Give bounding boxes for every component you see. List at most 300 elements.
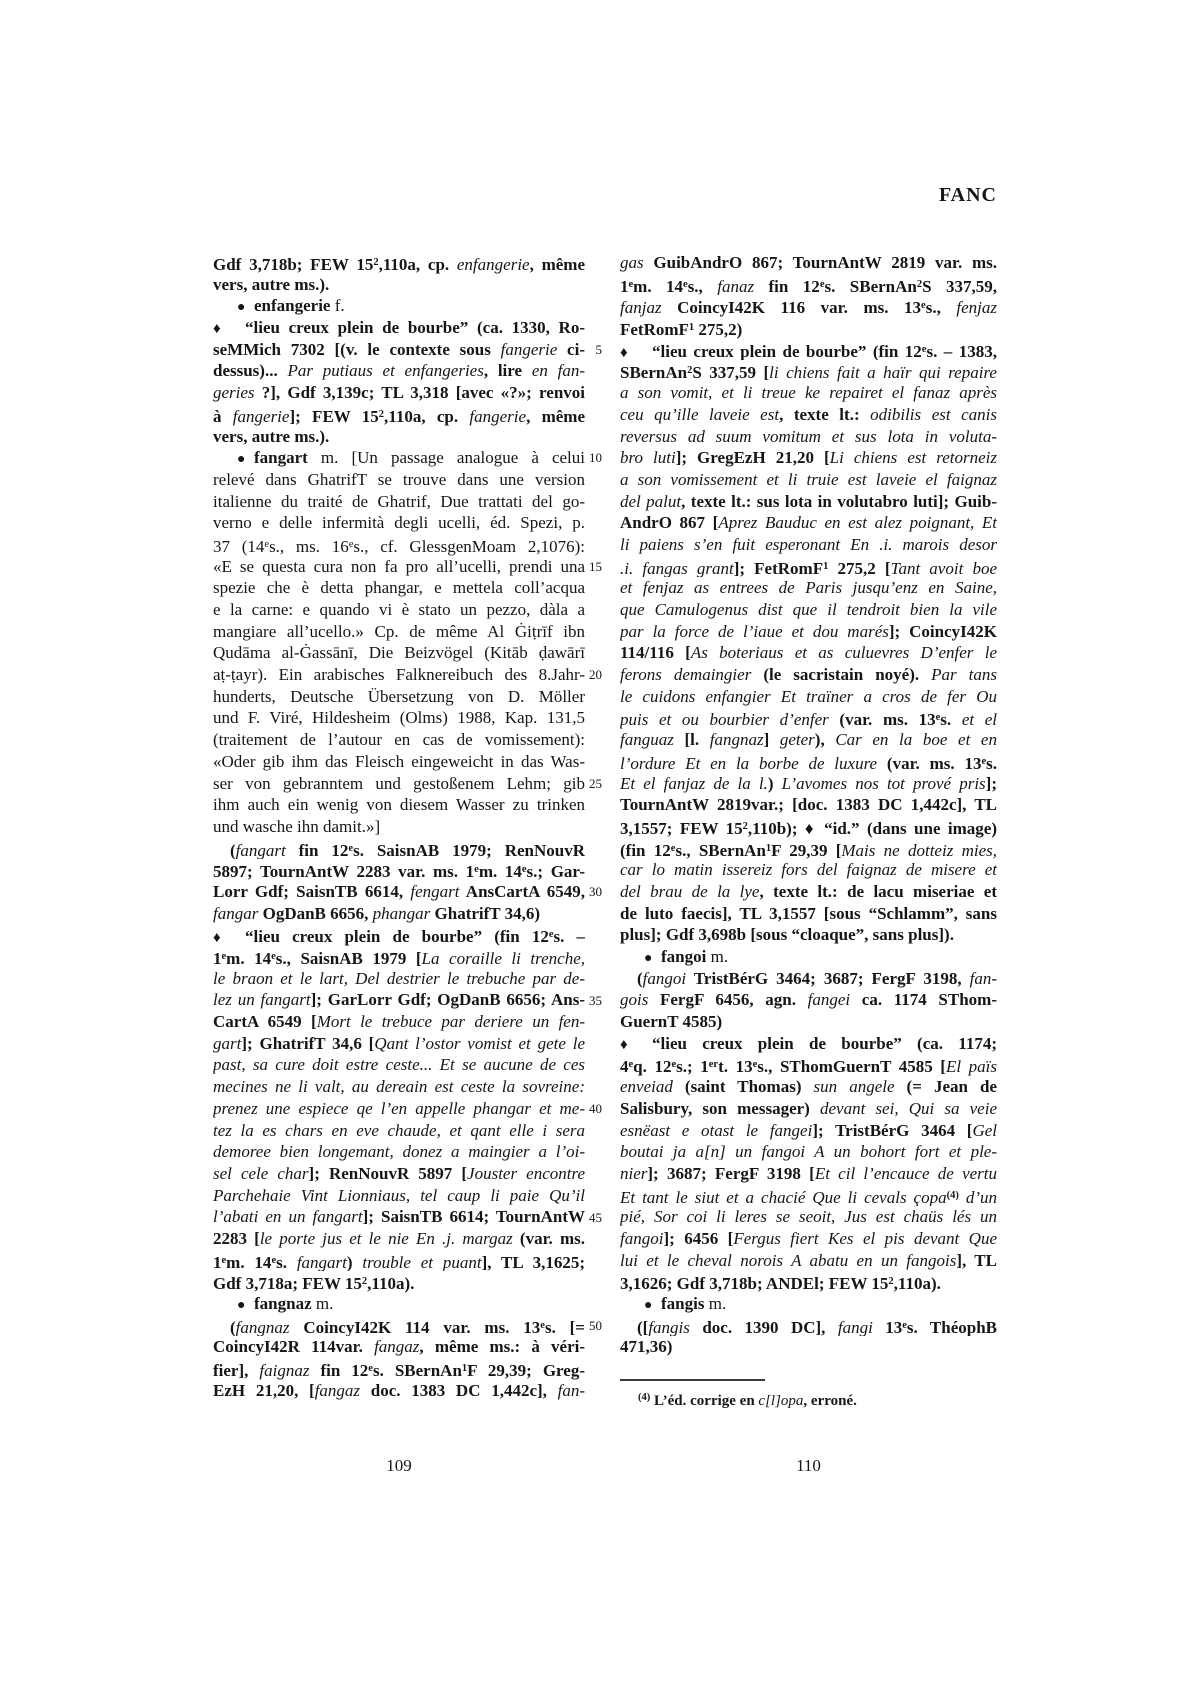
superscript-text: (4): [638, 1392, 651, 1403]
italic-text: past, sa cure doit estre ceste... Et se aucune de ces: [213, 1055, 585, 1075]
roman-text: t. 13: [718, 1057, 753, 1077]
roman-text: ?], Gdf 3,139c; TL 3,318 [avec «?»; renvoi: [254, 383, 585, 403]
text-line: [620, 794, 997, 816]
roman-text: F 29,39; Greg-: [467, 1361, 585, 1380]
text-line: [213, 1250, 585, 1272]
text-line: [620, 1141, 997, 1163]
italic-text: fanguaz: [620, 730, 674, 750]
text-line: [620, 274, 997, 296]
roman-text: s. SBernAn: [824, 276, 917, 296]
italic-text: c[l]opa: [758, 1393, 804, 1408]
roman-text: ser von gebranntem und gestoßenem Lehm; gib: [213, 773, 585, 793]
text-line: [213, 1358, 585, 1380]
entry-bullet-icon: ●: [237, 452, 246, 468]
text-line: [620, 1206, 997, 1228]
text-line: [213, 295, 585, 317]
line-number: 35: [589, 992, 602, 1008]
roman-text: (var. ms. 13: [877, 753, 982, 773]
italic-text: fanjaz: [620, 298, 662, 318]
text-line: [213, 404, 585, 426]
roman-text: s., SThomGuernT 4585 [: [757, 1057, 946, 1077]
roman-text: m. 14: [633, 276, 684, 296]
roman-text: ca. 1174 SThom-: [850, 990, 997, 1010]
roman-text: ,110a).: [893, 1274, 941, 1293]
superscript-text: e: [271, 1254, 277, 1266]
roman-text: ], TL 3,1625;: [481, 1252, 585, 1272]
text-line: [213, 903, 585, 925]
superscript-text: e: [474, 864, 479, 876]
roman-text: fier],: [213, 1361, 260, 1380]
italic-text: sun angele: [813, 1077, 895, 1097]
italic-text: Aprez Bauduc en est alez poignant, Et: [718, 513, 997, 533]
text-line: [213, 946, 585, 968]
italic-text: phangar: [372, 903, 431, 923]
italic-text: par la force de l’iaue et dou marés: [620, 621, 889, 641]
roman-text: TristBérG 3464; 3687; FergF 3198,: [686, 968, 970, 988]
roman-text: 37 (14: [213, 536, 265, 556]
text-line: [213, 859, 585, 881]
text-line: [213, 1054, 585, 1076]
roman-text: mangiare all’ucello.» Cp. de même Al Ġiṭrīf ibn: [213, 621, 585, 641]
text-line: [213, 491, 585, 513]
line-number: 45: [589, 1209, 602, 1225]
roman-text: s. SaisnAB 1979; RenNouvR: [353, 840, 585, 860]
text-line: [213, 707, 585, 729]
right-column: [620, 252, 997, 1358]
entry-bullet-icon: ●: [644, 951, 653, 966]
superscript-text: 1: [765, 842, 772, 854]
italic-text: fangaz: [374, 1337, 420, 1357]
roman-text: s.: [940, 710, 962, 730]
italic-text: a son vomissement et li truie est laveie el faignaz: [620, 469, 997, 489]
text-line: [213, 1271, 585, 1293]
roman-text: GhatrifT 34,6): [430, 903, 540, 923]
italic-text: fangei: [807, 990, 851, 1010]
text-line: [620, 1185, 997, 1207]
roman-text: s. [=: [544, 1317, 585, 1337]
roman-text: ): [346, 1252, 363, 1272]
line-number: 5: [595, 341, 602, 357]
text-line: [620, 339, 997, 361]
roman-text: , texte lt.: sus lota in volutabro luti]; Guib-: [681, 491, 997, 511]
italic-text: fangi: [837, 1317, 873, 1337]
roman-text: GuernT 4585): [620, 1012, 723, 1032]
roman-text: m. 14: [226, 1252, 272, 1272]
roman-text: m. [Un passage analogue à celui: [307, 448, 585, 468]
roman-text: “lieu creux plein de bourbe” (ca. 1174;: [652, 1033, 997, 1053]
roman-text: CoincyI42K 114 var. ms. 13: [289, 1317, 541, 1337]
roman-text: CartA 6549 [: [213, 1012, 317, 1032]
italic-text: pié, Sor coi li leres se seoit, Jus est chaüs lés un: [620, 1207, 997, 1227]
superscript-text: e: [271, 951, 276, 962]
text-line: [620, 1163, 997, 1185]
superscript-text: e: [540, 1319, 545, 1331]
text-line: [620, 317, 997, 339]
text-line: [213, 469, 585, 491]
superscript-text: e: [921, 343, 927, 355]
superscript-text: 2: [378, 408, 385, 420]
text-line: [620, 252, 997, 274]
roman-text: s. – 1383,: [926, 341, 997, 361]
italic-text: et fenjaz as entrees de Paris jusqu’enz en Saine,: [620, 578, 997, 598]
roman-text: CoincyI42R 114var.: [213, 1337, 375, 1357]
italic-text: Mort le trebuce par deriere un fen-: [316, 1012, 585, 1032]
italic-text: fangerie: [232, 406, 290, 426]
italic-text: li chiens fait a haïr qui repaire: [769, 363, 997, 383]
roman-text: ]; GregEzH 21,20 [: [675, 448, 830, 468]
text-line: [620, 946, 997, 968]
italic-text: fangart: [296, 1252, 347, 1272]
italic-text: L’avomes nos tot prové pris: [781, 773, 986, 793]
text-line: [213, 274, 585, 296]
roman-text: s., SaisnAB 1979 [: [275, 949, 422, 968]
italic-text: Car en la boe et en: [835, 730, 997, 750]
italic-text: ceu qu’ille laveie est: [620, 404, 780, 424]
italic-text: geries: [213, 383, 255, 403]
roman-text: fin 12: [309, 1361, 369, 1380]
text-line: [213, 1033, 585, 1055]
italic-text: fangar: [213, 903, 259, 923]
roman-text: 1: [213, 949, 222, 968]
roman-text: 114/116 [: [620, 643, 691, 663]
roman-text: ]; SaisnTB 6614; TournAntW: [362, 1207, 585, 1227]
bold-text: fangoi: [661, 947, 707, 966]
footnote-text: [620, 1387, 997, 1408]
text-line: [620, 1076, 997, 1098]
superscript-text: e: [548, 929, 554, 941]
roman-text: ]; 3687; FergF 3198 [: [647, 1163, 815, 1183]
text-line: [620, 1250, 997, 1272]
italic-text: fangart: [235, 840, 286, 860]
text-line: [213, 1293, 585, 1315]
text-line: [213, 794, 585, 816]
roman-text: ci-: [557, 339, 585, 359]
text-line: [620, 968, 997, 990]
roman-text: ),: [814, 730, 836, 750]
roman-text: CoincyI42K 116 var. ms. 13: [661, 298, 922, 318]
roman-text: s.,: [687, 276, 718, 296]
superscript-text: e: [628, 278, 634, 290]
text-line: [620, 642, 997, 664]
text-line: [620, 1098, 997, 1120]
text-line: [620, 1315, 997, 1337]
superscript-text: e: [368, 1363, 373, 1375]
text-line: [620, 1120, 997, 1142]
roman-text: vers, autre ms.).: [213, 274, 330, 294]
entry-bullet-icon: ●: [237, 1298, 246, 1313]
text-line: [213, 317, 585, 339]
text-line: [620, 512, 997, 534]
roman-text: EzH 21,20, [: [213, 1380, 315, 1400]
text-line: [620, 426, 997, 448]
roman-text: de luto faecis], TL 3,1557 [sous “Schlamm”, sans: [620, 903, 997, 923]
roman-text: s.: [986, 753, 997, 773]
roman-text: (var. ms. 13: [828, 710, 936, 730]
roman-text: , même ms.: à véri-: [419, 1337, 585, 1357]
italic-text: bro luti: [620, 448, 676, 468]
roman-text: Qudāma al-Ġassānī, Die Beizvögel (Kitāb ḍawārī: [213, 643, 585, 663]
superscript-text: 2: [742, 820, 748, 832]
entry-bullet-icon: ●: [237, 300, 246, 316]
italic-text: del brau de la lye: [620, 881, 760, 901]
text-line: [213, 1185, 585, 1207]
text-line: [620, 707, 997, 729]
superscript-text: (4): [946, 1189, 959, 1201]
text-line: [213, 838, 585, 860]
text-line: [620, 816, 997, 838]
roman-text: TournAntW 2819var.; [doc. 1383 DC 1,442c], TL: [620, 795, 997, 815]
text-line: [620, 924, 997, 946]
italic-text: mecines ne li valt, au dereain est ceste la sovreine:: [213, 1077, 585, 1097]
text-line: [213, 773, 585, 795]
roman-text: ]: [763, 730, 780, 750]
text-line: [620, 729, 997, 751]
roman-text: ([: [637, 1317, 649, 1337]
roman-text: e la carne: e quando vi è stato un pezzo, dàla a: [213, 600, 585, 619]
roman-text: SBernAn: [620, 363, 688, 383]
roman-text: vers, autre ms.).: [213, 426, 330, 446]
text-line: [213, 1141, 585, 1163]
italic-text: Parchehaie Vint Lionniaus, tel caup li paie Qu’il: [213, 1185, 585, 1205]
text-line: [213, 512, 585, 534]
page-number-right: 110: [796, 1456, 821, 1475]
italic-text: tez la es chars en eve chaude, et qant elle i sera: [213, 1120, 585, 1140]
italic-text: fanaz: [717, 276, 755, 296]
text-line: [213, 1228, 585, 1250]
footnote: [620, 1387, 997, 1408]
roman-text: ];: [985, 773, 997, 793]
roman-text: plus]; Gdf 3,698b [sous “cloaque”, sans plus]).: [620, 925, 954, 945]
text-line: [620, 903, 997, 925]
roman-text: [959, 1188, 966, 1207]
italic-text: a son vomit, et li treue ke repairet el fanaz après: [620, 383, 997, 403]
text-line: [620, 1054, 997, 1076]
roman-text: [l.: [673, 730, 710, 750]
roman-text: (fin 12: [620, 840, 671, 860]
superscript-text: e: [671, 1059, 677, 1071]
italic-text: fangerie: [500, 339, 558, 359]
roman-text: ], TL: [956, 1250, 997, 1270]
roman-text: 4: [620, 1057, 629, 1077]
roman-text: S 337,59 [: [692, 363, 770, 383]
text-line: [620, 1011, 997, 1033]
italic-text: fangaz: [314, 1380, 361, 1400]
superscript-text: 1: [688, 322, 695, 334]
text-line: [620, 838, 997, 860]
roman-text: m. 14: [226, 949, 272, 968]
text-line: [620, 295, 997, 317]
roman-text: aṭ-ṭayr). Ein arabisches Falknereibuch des 8.Jahr-: [213, 665, 585, 685]
roman-text: “lieu creux plein de bourbe” (ca. 1330, Ro-: [245, 318, 585, 338]
line-number: 30: [589, 884, 602, 900]
superscript-text: 1: [823, 560, 829, 572]
bold-text: fangis: [661, 1294, 705, 1313]
italic-text: enveiad: [620, 1077, 673, 1097]
text-line: [213, 599, 585, 621]
text-line: [213, 1315, 585, 1337]
roman-text: doc. 1383 DC 1,442c],: [360, 1380, 558, 1400]
italic-text: car lo matin issereiz fors del faignaz de misere et: [620, 860, 997, 880]
italic-text: esnëast e otast le fangei: [620, 1120, 813, 1140]
text-line: [213, 447, 585, 469]
superscript-text: e: [670, 842, 676, 854]
roman-text: 1: [213, 1252, 222, 1272]
italic-text: Et tant le siut et a chacié Que li cevals çopa: [620, 1187, 947, 1207]
superscript-text: e: [348, 842, 354, 854]
italic-text: Fergus fiert Kes el pis devant Que: [733, 1228, 997, 1248]
italic-text: d’un: [965, 1187, 997, 1207]
roman-text: à: [213, 406, 233, 426]
text-line: [213, 881, 585, 903]
text-line: [620, 469, 997, 491]
text-line: [213, 577, 585, 599]
text-line: [213, 1098, 585, 1120]
roman-text: “lieu creux plein de bourbe” (fin 12: [652, 341, 922, 361]
italic-text: Li chiens est retorneiz: [829, 448, 997, 468]
roman-text: s., ms. 16: [269, 536, 349, 556]
roman-text: m.: [704, 1294, 727, 1313]
italic-text: prenez une espiece qe l’en appelle phangar et me-: [213, 1098, 585, 1118]
text-line: [620, 773, 997, 795]
italic-text: Et cil l’encauce de vertu: [814, 1163, 997, 1183]
text-line: [213, 382, 585, 404]
text-line: [620, 1033, 997, 1055]
roman-text: «E se questa cura non fa pro all’ucelli, prendi una: [213, 556, 585, 576]
text-line: [213, 534, 585, 556]
roman-text: ]; CoincyI42K: [888, 621, 997, 641]
roman-text: ihm auch ein wenig von diesem Wasser zu trinken: [213, 795, 585, 815]
bold-text: enfangerie: [254, 296, 331, 316]
roman-text: doc. 1390 DC],: [689, 1317, 838, 1337]
line-number: 20: [589, 667, 602, 683]
sense-diamond-icon: ♦: [213, 321, 221, 338]
roman-text: s. ThéophB: [906, 1317, 997, 1337]
text-line: [620, 534, 997, 556]
roman-text: 2283 [: [213, 1228, 260, 1248]
italic-text: As boteriaus et as culuevres D’enfer le: [690, 643, 997, 663]
roman-text: 275,2): [694, 320, 743, 339]
italic-text: trouble et puant: [362, 1252, 482, 1272]
roman-text: s.,: [925, 298, 957, 318]
superscript-text: e: [264, 538, 270, 550]
roman-text: 1: [620, 276, 629, 296]
italic-text: gas: [620, 253, 644, 272]
text-line: [213, 426, 585, 448]
italic-text: fan-: [557, 1380, 585, 1400]
italic-text: le braon et le lart, Del destrier le trebuche par de-: [213, 968, 585, 988]
roman-text: ]; FetRomF: [733, 558, 824, 578]
italic-text: Par tans: [931, 665, 997, 685]
italic-text: gart: [213, 1033, 242, 1053]
sense-diamond-icon: ♦: [620, 344, 628, 361]
italic-text: Gel: [972, 1120, 997, 1140]
italic-text: l’ordure Et en la borbe de luxure: [620, 753, 878, 773]
italic-text: en fan-: [531, 361, 585, 381]
italic-text: ferons demaingier: [620, 665, 752, 685]
roman-text: ]; GarLorr Gdf; OgDanB 6656; Ans-: [310, 990, 585, 1010]
roman-text: , texte lt.: de lacu miseriae et: [759, 881, 997, 901]
italic-text: le cuidons enfangier Et traïner a cros de fer Ou: [620, 686, 997, 706]
roman-text: f.: [330, 296, 345, 316]
superscript-text: e: [921, 300, 926, 312]
roman-text: Salisbury, son messager): [620, 1098, 820, 1118]
roman-text: verno e delle infermità degli ucelli, éd. Spezi, p.: [213, 513, 585, 533]
text-line: [213, 556, 585, 578]
text-line: [620, 599, 997, 621]
roman-text: s.; Gar-: [526, 862, 585, 881]
text-line: [620, 1271, 997, 1293]
roman-text: (traitement de l’autour en cas de vomissement):: [213, 730, 585, 750]
superscript-text: e: [683, 278, 688, 290]
sense-diamond-icon: ♦: [620, 1036, 628, 1053]
superscript-text: 2: [888, 1276, 894, 1288]
italic-text: Mais ne dotteiz mies,: [841, 840, 997, 860]
text-line: [620, 881, 997, 903]
superscript-text: e: [819, 278, 825, 290]
text-line: [620, 664, 997, 686]
roman-text: 13: [872, 1317, 903, 1337]
roman-text: Gdf 3,718a; FEW 15: [213, 1274, 362, 1293]
text-line: [213, 252, 585, 274]
roman-text: s., cf. GlessgenMoam 2,1076):: [353, 536, 585, 556]
superscript-text: e: [752, 1059, 758, 1071]
text-line: [213, 1163, 585, 1185]
text-line: [620, 577, 997, 599]
italic-text: l’abati en un fangart: [213, 1207, 363, 1227]
roman-text: AndrO 867 [: [620, 513, 719, 533]
roman-text: (le sacristain noyé).: [751, 665, 932, 685]
italic-text: del palut: [620, 491, 682, 511]
text-line: [213, 686, 585, 708]
text-line: [213, 968, 585, 990]
line-number: 25: [589, 775, 602, 791]
italic-text: odibilis est canis: [870, 404, 997, 424]
roman-text: ,110b); ♦ “id.” (dans une image): [747, 818, 997, 838]
roman-text: 3,1626; Gdf 3,718b; ANDEl; FEW 15: [620, 1274, 889, 1293]
roman-text: m.: [706, 947, 729, 966]
line-number: 15: [589, 558, 602, 574]
italic-text: fenjaz: [956, 298, 997, 318]
italic-text: fangoi: [642, 968, 687, 988]
italic-text: li paiens s’en fuit esperonant En .i. marois desor: [620, 534, 997, 554]
text-line: [620, 751, 997, 773]
roman-text: ]; TristBérG 3464 [: [812, 1120, 973, 1140]
superscript-text: er: [708, 1059, 719, 1071]
roman-text: , même: [526, 406, 585, 426]
roman-text: s. SBernAn: [372, 1361, 462, 1380]
italic-text: fan-: [969, 968, 997, 988]
text-line: [213, 621, 585, 643]
roman-text: GuibAndrO 867; TournAntW 2819 var. ms.: [643, 253, 997, 272]
italic-text: faignaz: [259, 1361, 310, 1380]
roman-text: AnsCartA 6549,: [459, 881, 585, 901]
italic-text: boutai ja a[n] un fangoi A un bohort fort et ple-: [620, 1142, 997, 1162]
roman-text: , lire: [483, 361, 532, 381]
superscript-text: e: [935, 712, 941, 724]
superscript-text: 2: [687, 365, 693, 377]
italic-text: lez un fangart: [213, 990, 311, 1010]
italic-text: enfangerie: [456, 255, 530, 274]
superscript-text: e: [902, 1319, 907, 1331]
roman-text: und wasche ihn damit.»]: [213, 816, 381, 836]
text-line: [620, 491, 997, 513]
italic-text: demoree bien longemant, donez a maingier a l’oi-: [213, 1142, 585, 1162]
text-line: [213, 664, 585, 686]
italic-text: sel cele char: [213, 1163, 309, 1183]
italic-text: Par putiaus et enfangeries: [287, 361, 484, 381]
superscript-text: 1: [461, 1363, 468, 1375]
roman-text: (var. ms.: [512, 1228, 585, 1248]
